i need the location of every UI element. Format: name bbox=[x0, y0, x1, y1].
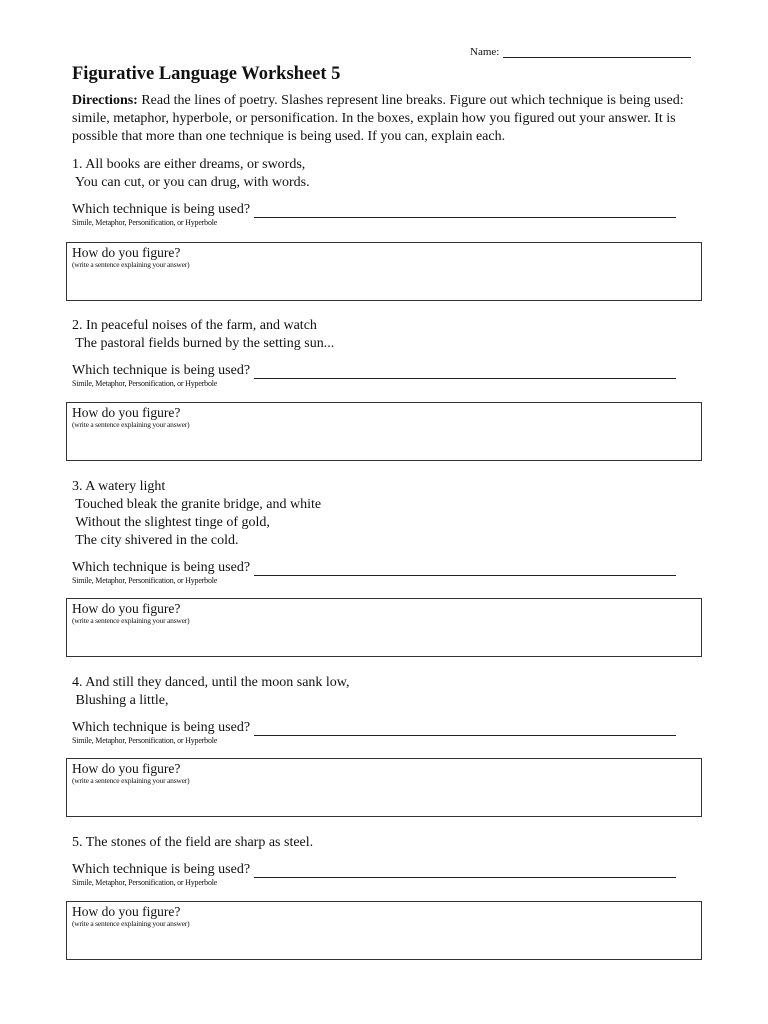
technique-answer-row bbox=[72, 363, 704, 379]
poem-line: 3. A watery light bbox=[72, 479, 166, 494]
technique-options-hint: Simile, Metaphor, Personification, or Hyperbole bbox=[72, 878, 218, 887]
technique-options-hint: Simile, Metaphor, Personification, or Hyperbole bbox=[72, 576, 218, 585]
poem-line: 1. All books are either dreams, or swords, bbox=[72, 157, 306, 172]
explanation-box-3[interactable] bbox=[66, 598, 702, 657]
technique-answer-row bbox=[72, 862, 704, 878]
box-title: How do you figure? bbox=[72, 601, 181, 616]
box-instruction: (write a sentence explaining your answer) bbox=[72, 919, 190, 928]
box-title: How do you figure? bbox=[72, 245, 181, 260]
poem-lines bbox=[72, 674, 704, 710]
poem-line: The city shivered in the cold. bbox=[72, 533, 239, 548]
box-title: How do you figure? bbox=[72, 405, 181, 420]
box-title: How do you figure? bbox=[72, 761, 181, 776]
poem-lines bbox=[72, 478, 704, 550]
technique-answer-row bbox=[72, 720, 704, 736]
poem-line: Touched bleak the granite bridge, and white bbox=[72, 497, 322, 512]
which-technique-label: Which technique is being used? bbox=[72, 560, 251, 575]
poem-line: Without the slightest tinge of gold, bbox=[72, 515, 270, 530]
question-4 bbox=[72, 674, 704, 745]
question-2 bbox=[72, 317, 704, 388]
box-instruction: (write a sentence explaining your answer) bbox=[72, 776, 190, 785]
technique-answer-row bbox=[72, 202, 704, 218]
name-blank-line[interactable] bbox=[503, 46, 691, 58]
technique-answer-line[interactable] bbox=[254, 561, 676, 576]
box-instruction: (write a sentence explaining your answer) bbox=[72, 616, 190, 625]
name-field bbox=[470, 46, 691, 58]
worksheet-title: Figurative Language Worksheet 5 bbox=[72, 64, 341, 84]
poem-lines bbox=[72, 317, 704, 353]
box-instruction: (write a sentence explaining your answer) bbox=[72, 260, 190, 269]
question-1 bbox=[72, 156, 704, 227]
explanation-box-1[interactable] bbox=[66, 242, 702, 301]
poem-line: 5. The stones of the field are sharp as steel. bbox=[72, 835, 314, 850]
box-instruction: (write a sentence explaining your answer) bbox=[72, 420, 190, 429]
explanation-box-5[interactable] bbox=[66, 901, 702, 960]
question-5 bbox=[72, 834, 704, 887]
technique-answer-line[interactable] bbox=[254, 364, 676, 379]
poem-line: 2. In peaceful noises of the farm, and watch bbox=[72, 318, 317, 333]
directions-text: Read the lines of poetry. Slashes represent line breaks. Figure out which technique is being used: simile, metaphor, hyperbole, or personification. In the boxes, explain how you figured out your answer. It is possible that more than one technique is being used. If you can, explain each. bbox=[72, 93, 684, 144]
poem-line: Blushing a little, bbox=[72, 693, 169, 708]
explanation-box-4[interactable] bbox=[66, 758, 702, 817]
question-3 bbox=[72, 478, 704, 585]
technique-options-hint: Simile, Metaphor, Personification, or Hyperbole bbox=[72, 218, 218, 227]
technique-answer-line[interactable] bbox=[254, 203, 676, 218]
box-title: How do you figure? bbox=[72, 904, 181, 919]
explanation-box-2[interactable] bbox=[66, 402, 702, 461]
poem-lines bbox=[72, 834, 704, 852]
poem-line: You can cut, or you can drug, with words. bbox=[72, 175, 310, 190]
name-label: Name: bbox=[470, 46, 500, 58]
which-technique-label: Which technique is being used? bbox=[72, 862, 251, 877]
which-technique-label: Which technique is being used? bbox=[72, 720, 251, 735]
directions-label: Directions: bbox=[72, 93, 138, 108]
technique-options-hint: Simile, Metaphor, Personification, or Hyperbole bbox=[72, 379, 218, 388]
directions bbox=[72, 92, 708, 146]
poem-lines bbox=[72, 156, 704, 192]
poem-line: The pastoral fields burned by the setting sun... bbox=[72, 336, 335, 351]
technique-options-hint: Simile, Metaphor, Personification, or Hyperbole bbox=[72, 736, 218, 745]
technique-answer-row bbox=[72, 560, 704, 576]
technique-answer-line[interactable] bbox=[254, 721, 676, 736]
which-technique-label: Which technique is being used? bbox=[72, 363, 251, 378]
technique-answer-line[interactable] bbox=[254, 863, 676, 878]
poem-line: 4. And still they danced, until the moon sank low, bbox=[72, 675, 350, 690]
which-technique-label: Which technique is being used? bbox=[72, 202, 251, 217]
